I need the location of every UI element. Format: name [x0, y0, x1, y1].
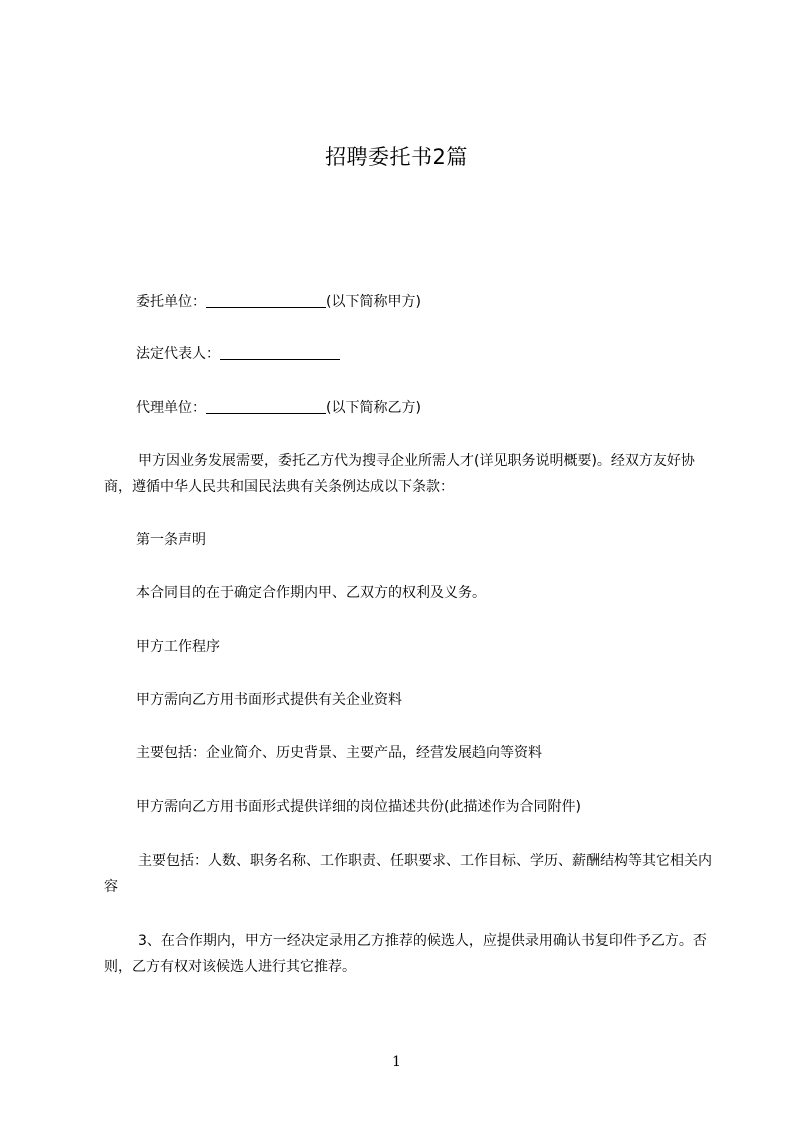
- legal-rep-field: [104, 341, 714, 367]
- agent-blank: [206, 399, 326, 414]
- agent-suffix: (以下简称乙方): [326, 400, 421, 416]
- principal-field: [104, 289, 714, 315]
- article1-body: 本合同目的在于确定合作期内甲、乙双方的权利及义务。: [136, 585, 486, 601]
- document-title: 招聘委托书2篇: [325, 145, 468, 169]
- principal-blank: [206, 293, 326, 308]
- agent-label: 代理单位：: [136, 400, 206, 416]
- principal-label: 委托单位：: [136, 294, 206, 310]
- article1-heading: 第一条声明: [136, 532, 206, 548]
- intro-paragraph: 甲方因业务发展需要，委托乙方代为搜寻企业所需人才(详见职务说明概要)。经双方友好协商，遵循中华人民共和国民法典有关条例达成以下条款：: [104, 453, 695, 495]
- legal-rep-blank: [220, 345, 340, 360]
- page-number: 1: [392, 1054, 401, 1070]
- principal-suffix: (以下简称甲方): [326, 294, 421, 310]
- procedure-item-2-detail: 主要包括：人数、职务名称、工作职责、任职要求、工作目标、学历、薪酬结构等其它相关内容: [104, 853, 712, 895]
- procedure-item-2: 甲方需向乙方用书面形式提供详细的岗位描述共份(此描述作为合同附件): [136, 799, 581, 815]
- procedure-item-1-detail: 主要包括：企业简介、历史背景、主要产品，经营发展趋向等资料: [136, 745, 542, 761]
- procedure-item-1: 甲方需向乙方用书面形式提供有关企业资料: [136, 692, 402, 708]
- legal-rep-label: 法定代表人：: [136, 346, 220, 362]
- agent-field: [104, 395, 714, 421]
- procedure-heading: 甲方工作程序: [136, 639, 220, 655]
- procedure-item-3: 3、在合作期内，甲方一经决定录用乙方推荐的候选人，应提供录用确认书复印件予乙方。否则，乙方有权对该候选人进行其它推荐。: [104, 933, 707, 975]
